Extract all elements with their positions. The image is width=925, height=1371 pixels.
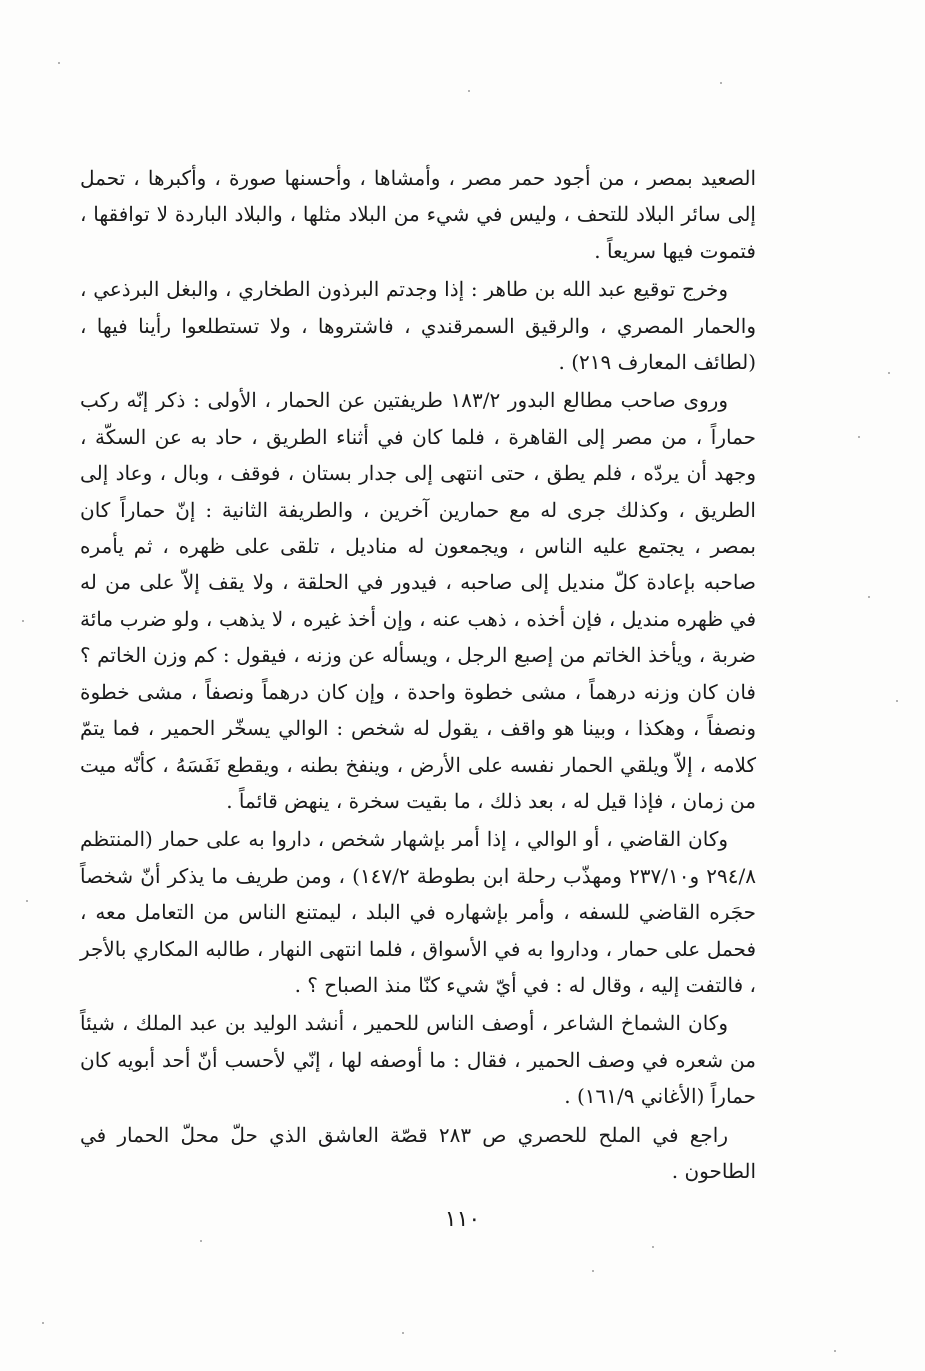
scan-speck: [200, 1240, 202, 1242]
paragraph-2: وخرج توقيع عبد الله بن طاهر : إذا وجدتم البرذون الطخاري ، والبغل البرذعي ، والحمار المصري ، والرقيق السمرقندي ، فاشتروها ، ولا تستطلعوا رأينا فيها ، (لطائف المعارف ٢١٩) .: [80, 277, 756, 375]
scan-speck: [22, 620, 24, 622]
scan-speck: [58, 62, 60, 64]
scan-speck: [720, 82, 722, 84]
paragraph-3: وروى صاحب مطالع البدور ١٨٣/٢ طريفتين عن الحمار ، الأولى : ذكر إنّه ركب حماراً ، من مصر إلى القاهرة ، فلما كان في أثناء الطريق ، حاد به عن السكّة ، وجهد أن يردّه ، فلم يطق ، حتى انتهى إلى جدار بستان ، فوقف ، وبال ، وعاد إلى الطريق ، وكذلك جرى له مع حمارين آخرين ، والطريفة الثانية : إنّ حماراً كان بمصر ، يجتمع عليه الناس ، ويجمعون له مناديل ، تلقى على ظهره ، ثم يأمره صاحبه بإعادة كلّ منديل إلى صاحبه ، فيدور في الحلقة ، ولا يقف إلاّ على من له في ظهره منديل ، فإن أخذه ، ذهب عنه ، وإن أخذ غيره ، لا يذهب ، ولو ضرب مائة ضربة ، ويأخذ الخاتم من إصبع الرجل ، ويسأله عن وزنه ، فيقول : كم وزن الخاتم ؟ فان كان وزنه درهماً ، مشى خطوة واحدة ، وإن كان درهماً ونصفاً ، مشى خطوة ونصفاً ، وهكذا ، وبينا هو واقف ، يقول له شخص : الوالي يسخّر الحمير ، فما يتمّ كلامه ، إلاّ ويلقي الحمار نفسه على الأرض ، وينفخ بطنه ، ويقطع نَفَسَهُ ، كأنّه ميت من زمان ، فإذا قيل له ، بعد ذلك ، ما بقيت سخرة ، ينهض قائماً .: [80, 388, 756, 813]
scan-speck: [834, 1350, 836, 1352]
scan-speck: [652, 1246, 654, 1248]
scan-speck: [592, 1270, 594, 1272]
scan-speck: [896, 700, 898, 702]
page-number: ١١٠: [444, 1207, 481, 1232]
paragraph-4: وكان القاضي ، أو الوالي ، إذا أمر بإشهار شخص ، داروا به على حمار (المنتظم ٢٩٤/٨ و٢٣٧/١٠ ومهذّب رحلة ابن بطوطة ١٤٧/٢) ، ومن طريف ما يذكر أنّ شخصاً حجَره القاضي للسفه ، وأمر بإشهاره في البلد ، ليمتنع الناس من التعامل معه ، فحمل على حمار ، وداروا به في الأسواق ، فلما انتهى النهار ، طالبه المكاري بالأجر ، فالتفت إليه ، وقال له : في أيّ شيء كنّا منذ الصباح ؟ .: [80, 827, 756, 997]
body-text: [80, 160, 756, 1191]
scan-speck: [868, 596, 870, 598]
paragraph-6: راجع في الملح للحصري ص ٢٨٣ قصّة العاشق الذي حلّ محلّ الحمار في الطاحون .: [80, 1122, 756, 1183]
scan-speck: [42, 1322, 44, 1324]
scan-speck: [888, 372, 890, 374]
scan-speck: [468, 90, 470, 92]
scan-speck: [858, 436, 860, 438]
paragraph-5: وكان الشماخ الشاعر ، أوصف الناس للحمير ، أنشد الوليد بن عبد الملك ، شيئاً من شعره في وصف الحمير ، فقال : ما أوصفه لها ، إنّي لأحسب أنّ أحد أبويه كان حماراً (الأغاني ١٦١/٩) .: [80, 1011, 756, 1109]
paragraph-1: الصعيد بمصر ، من أجود حمر مصر ، وأمشاها ، وأحسنها صورة ، وأكبرها ، تحمل إلى سائر البلاد للتحف ، وليس في شيء من البلاد مثلها ، والبلاد الباردة لا توافقها ، فتموت فيها سريعاً .: [80, 166, 756, 263]
scan-speck: [26, 900, 28, 902]
scan-speck: [402, 1332, 404, 1334]
